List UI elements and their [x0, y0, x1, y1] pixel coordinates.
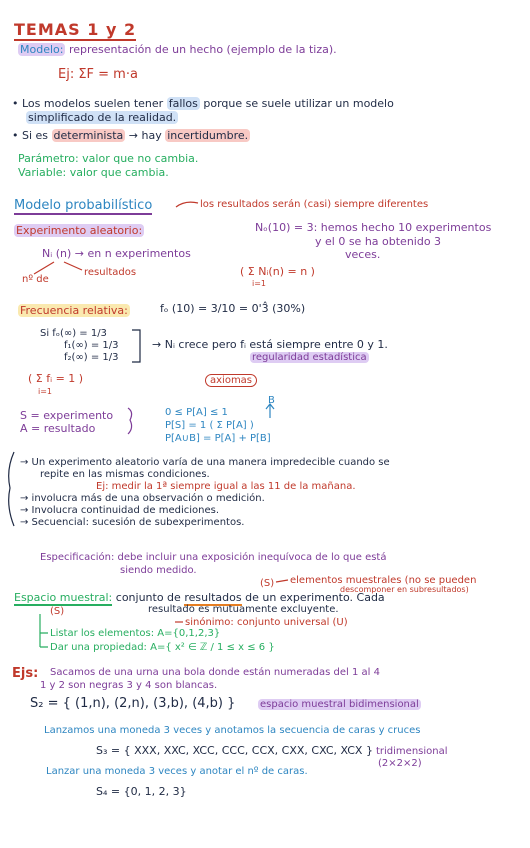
- b-label: B: [268, 395, 275, 406]
- bullet-1-a: • Los modelos suelen tener: [12, 97, 164, 110]
- ni-arrow-left: [34, 262, 54, 274]
- ejs-1: Sacamos de una urna una bola donde están numeradas del 1 al 4: [50, 667, 380, 678]
- esp-muestral-def2: de un experimento. Cada: [245, 591, 385, 604]
- ejs-label: Ejs:: [12, 666, 39, 681]
- sum-n-idx: i=1: [252, 279, 267, 288]
- bullet-2-b: → hay: [128, 129, 162, 142]
- espec: Especificación: debe incluir una exposición inequívoca de lo que está: [40, 552, 387, 563]
- esp-muestral-label: Espacio muestral:: [14, 591, 113, 604]
- f2: f₂(∞) = 1/3: [64, 352, 119, 363]
- s2: S₂ = { (1,n), (2,n), (3,b), (4,b) }: [30, 696, 236, 711]
- frec-label-text: Frecuencia relativa:: [20, 304, 128, 317]
- muestral-tree: [40, 614, 48, 647]
- ej-formula: Ej: ΣF = m·a: [58, 67, 138, 82]
- bullet-1-hl: fallos: [168, 97, 198, 110]
- sinonimo: sinónimo: conjunto universal (U): [185, 617, 348, 628]
- esp-exc: resultado es mutuamente excluyente.: [148, 604, 339, 615]
- ni-arrow-right: [64, 262, 82, 270]
- dar: Dar una propiedad: A={ x² ∈ ℤ / 1 ≤ x ≤ 6 }: [50, 642, 275, 653]
- ax3: P[A∪B] = P[A] + P[B]: [165, 433, 271, 444]
- variable: Variable: valor que cambia.: [18, 166, 169, 179]
- list-3: → Involucra continuidad de mediciones.: [20, 505, 219, 516]
- moneda-2: Lanzar una moneda 3 veces y anotar el nº de caras.: [46, 766, 308, 777]
- b-arrow: [266, 404, 274, 418]
- bullet-1-b: porque se suele utilizar un modelo: [203, 97, 394, 110]
- ax2: P[S] = 1 ( Σ P[A] ): [165, 420, 254, 431]
- espec-2: siendo medido.: [120, 565, 197, 576]
- page-title-text: TEMAS 1 y 2: [14, 20, 137, 39]
- a-res: A = resultado: [20, 422, 96, 435]
- s3: S₃ = { XXX, XXC, XCC, CCC, CCX, CXX, CXC, XCX }: [96, 744, 373, 757]
- moneda: Lanzamos una moneda 3 veces y anotamos la secuencia de caras y cruces: [44, 725, 421, 736]
- sum-n: ( Σ Nᵢ(n) = n ): [240, 265, 315, 278]
- list-4: → Secuencial: sucesión de subexperimentos.: [20, 517, 245, 528]
- experimento-aleatorio-text: Experimento aleatorio:: [16, 224, 143, 237]
- sum-f-idx: i=1: [38, 387, 53, 396]
- modelo-prob-note: los resultados serán (casi) siempre diferentes: [200, 199, 429, 210]
- modelo-prob-text: Modelo probabilístico: [14, 198, 153, 213]
- s-exp: S = experimento: [20, 409, 114, 422]
- n-de: nº de: [22, 274, 49, 285]
- s3-dim: (2×2×2): [378, 758, 422, 769]
- list-1b: repite en las mismas condiciones.: [40, 469, 210, 480]
- f-bracket: [132, 330, 140, 362]
- list-2: → involucra más de una observación o medición.: [20, 493, 265, 504]
- regularidad-text: regularidad estadística: [252, 352, 367, 363]
- modelo-def: representación de un hecho (ejemplo de la tiza).: [68, 43, 337, 56]
- f1: f₁(∞) = 1/3: [64, 340, 119, 351]
- si-f0: Si fₒ(∞) = 1/3: [40, 328, 107, 339]
- esp-muestral-def: conjunto de: [115, 591, 181, 604]
- prob-arrow: [176, 202, 198, 207]
- espec-note2: descomponer en subresultados): [340, 585, 469, 594]
- ax1: 0 ≤ P[A] ≤ 1: [165, 407, 228, 418]
- bullet-2-a: • Si es: [12, 129, 49, 142]
- list-brace: [9, 452, 14, 526]
- axiomas-text: axiomas: [205, 374, 257, 387]
- bullet-2-hl2: incertidumbre.: [167, 129, 249, 142]
- s4: S₄ = {0, 1, 2, 3}: [96, 785, 187, 798]
- espec-s: (S): [260, 578, 275, 589]
- resultados-label: resultados: [84, 267, 137, 278]
- sa-brace: [128, 408, 132, 434]
- bullet-1-c-text: simplificado de la realidad.: [28, 111, 177, 124]
- bullet-2-hl1: determinista: [53, 129, 124, 142]
- parametro: Parámetro: valor que no cambia.: [18, 152, 199, 165]
- listar: Listar los elementos: A={0,1,2,3}: [50, 628, 221, 639]
- s3-note: tridimensional: [376, 746, 448, 757]
- list-1: → Un experimento aleatorio varía de una manera impredecible cuando se: [20, 457, 390, 468]
- espec-note: elementos muestrales (no se pueden: [290, 575, 477, 586]
- ni-crece: → Nᵢ crece pero fᵢ está siempre entre 0 y 1.: [152, 338, 388, 351]
- n10-line3: veces.: [345, 248, 381, 261]
- ni-line: Nᵢ (n) → en n experimentos: [42, 247, 191, 260]
- sum-f: ( Σ fᵢ = 1 ): [28, 372, 84, 385]
- esp-muestral-res: resultados: [184, 591, 242, 604]
- list-1c: Ej: medir la 1ª siempre igual a las 11 de la mañana.: [96, 481, 356, 492]
- n10-line1: Nₒ(10) = 3: hemos hecho 10 experimentos: [255, 221, 492, 234]
- s2-note-text: espacio muestral bidimensional: [260, 699, 419, 710]
- modelo-label: Modelo:: [20, 43, 64, 56]
- ejs-1b: 1 y 2 son negras 3 y 4 son blancas.: [40, 680, 218, 691]
- espec-arrow: [276, 580, 288, 582]
- esp-s: (S): [50, 606, 65, 617]
- n10-line2: y el 0 se ha obtenido 3: [315, 235, 442, 248]
- frec-formula: fₒ (10) = 3/10 = 0'3̂ (30%): [160, 302, 306, 315]
